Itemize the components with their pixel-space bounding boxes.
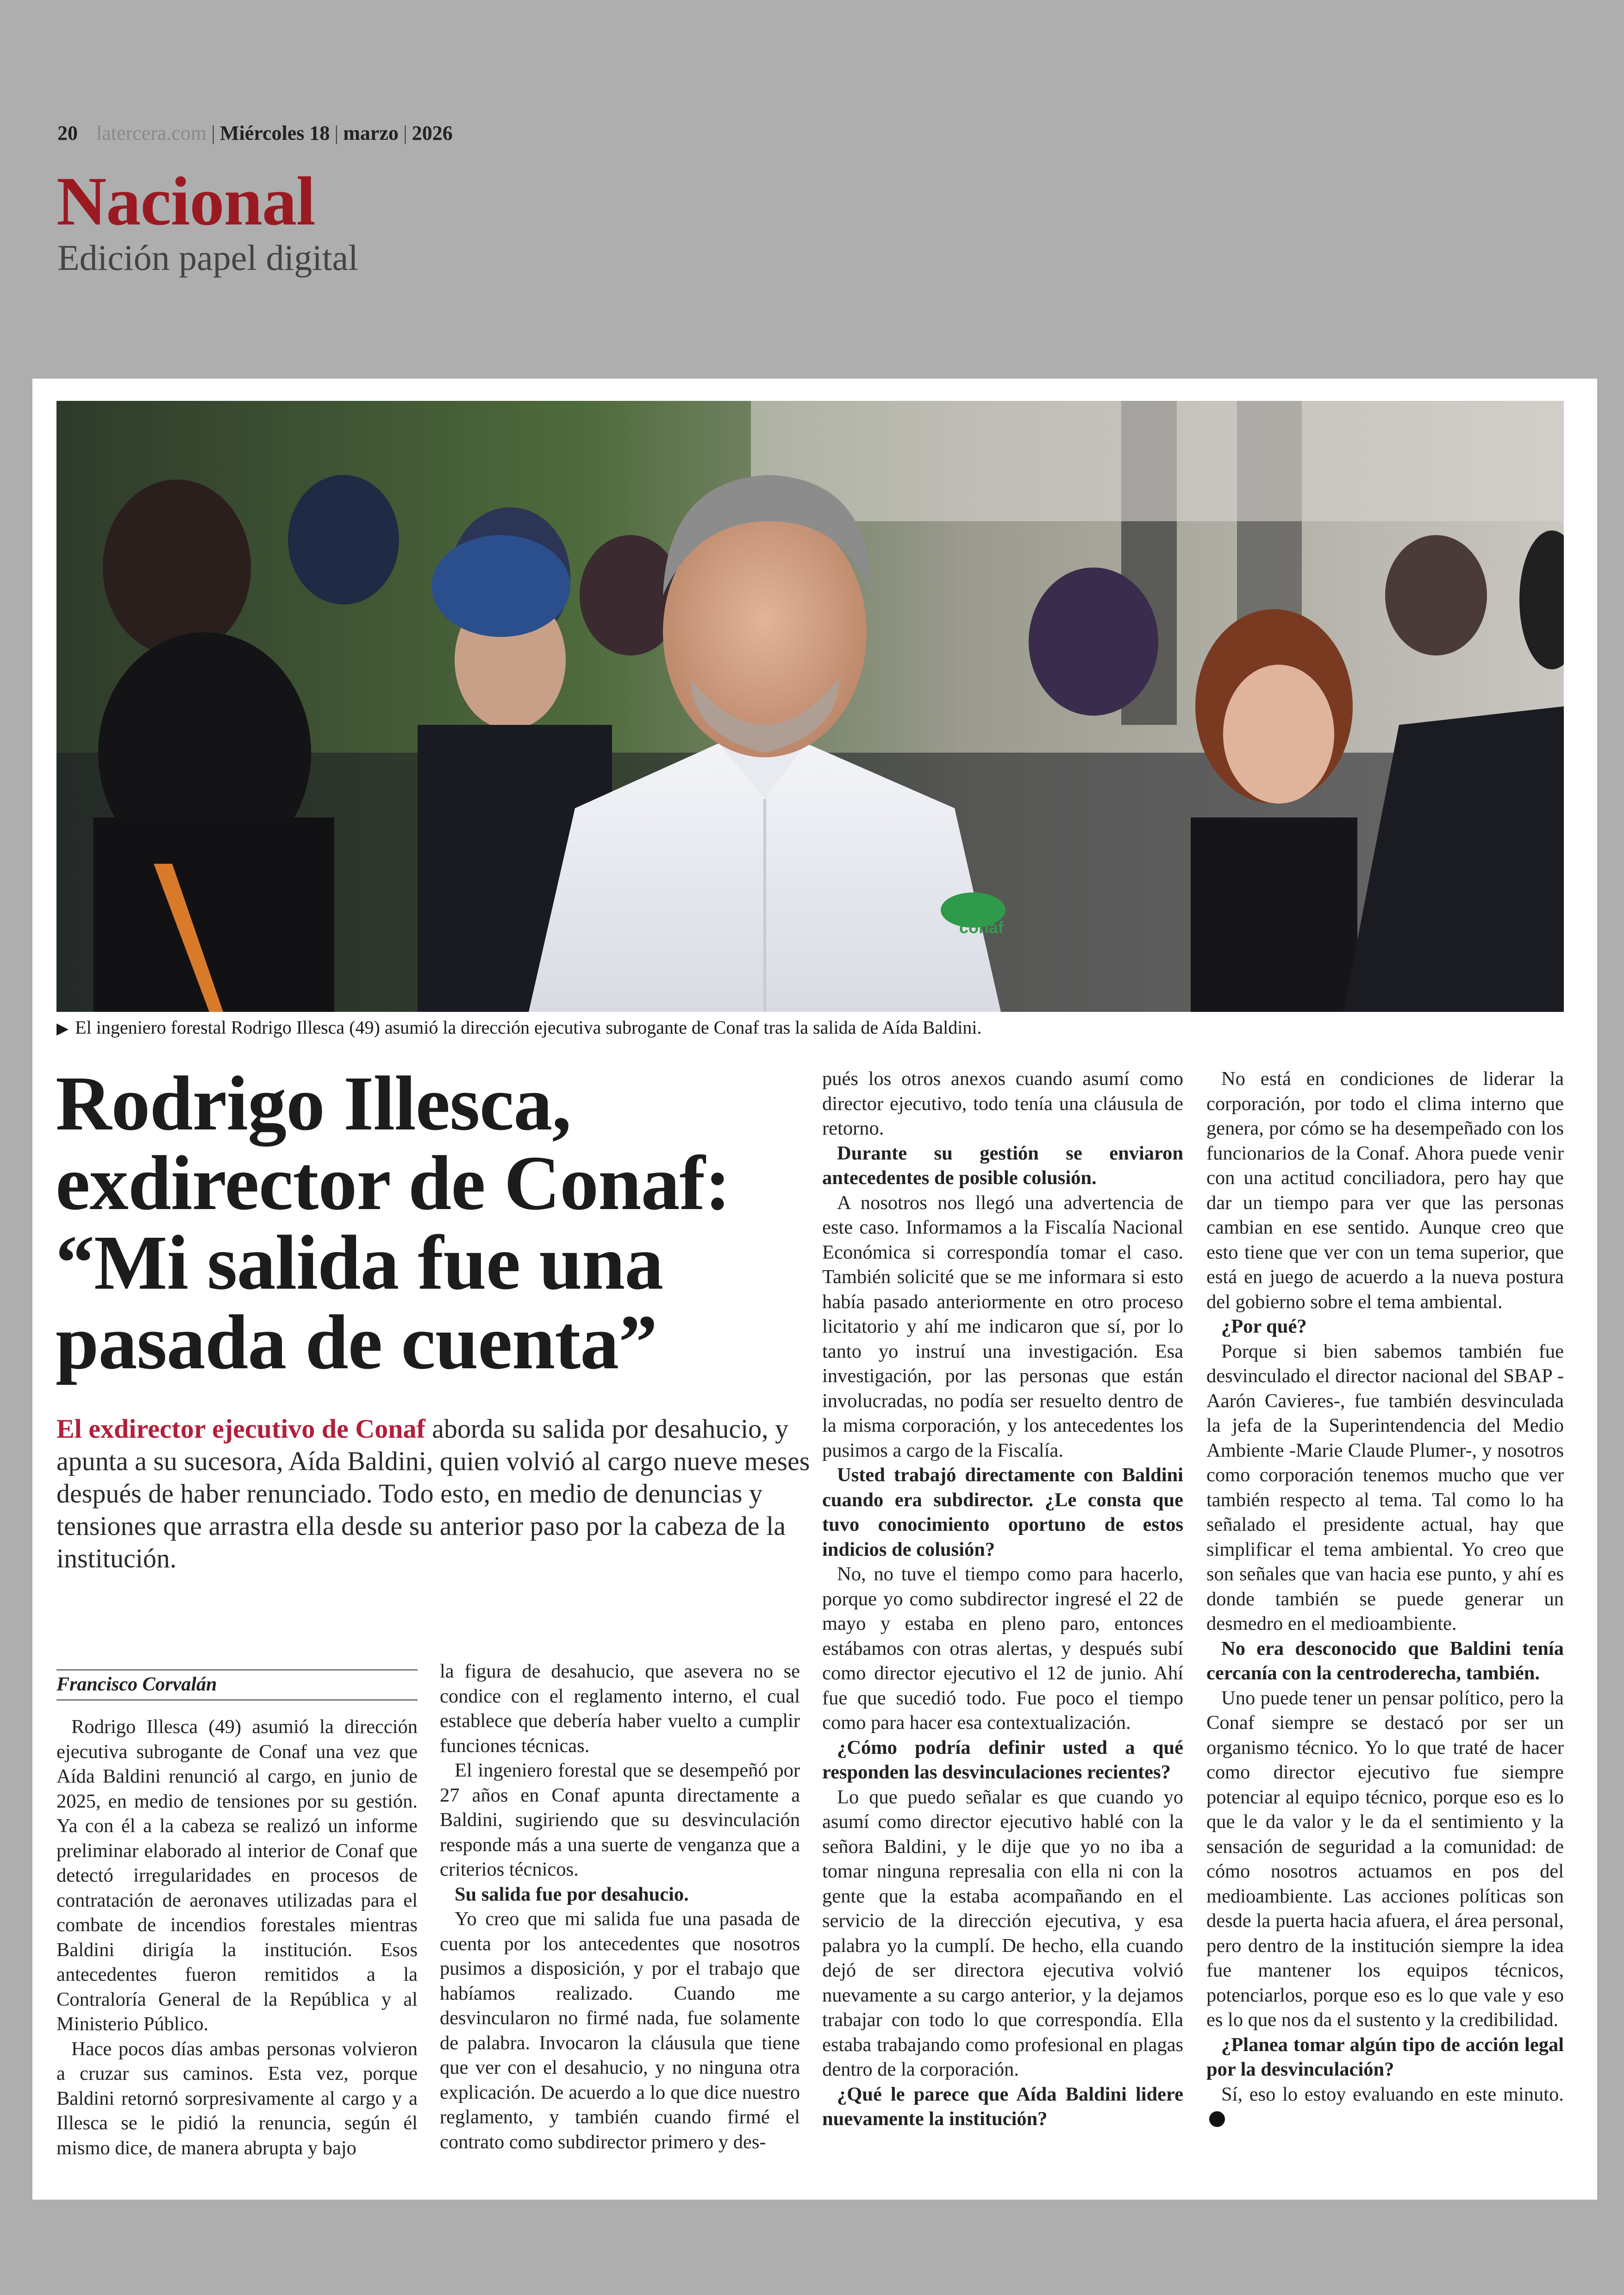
end-of-article-icon xyxy=(1209,2111,1225,2127)
body-column-1 xyxy=(56,1715,418,2160)
photo-caption xyxy=(56,1017,1564,1038)
body-paragraph: Porque si bien sabemos también fue desvinculado el director nacional del SBAP -Aarón Cavieres-, fue también desvinculada la jefa de la Superintendencia del Medio Ambiente -Marie Claude Plumer-, y nosotros como corporación tenemos mucho que ver también respecto al tema. Tal como lo ha señalado el presidente actual, hay que simplificar el tema ambiental. Yo creo que son señales que van hacia ese punto, y ahí es donde también se puede generar un desmedro en el medioambiente. xyxy=(1206,1340,1564,1634)
interview-question: Usted trabajó directamente con Baldini cuando era subdirector. ¿Le consta que tuvo conocimiento oportuno de estos indicios de colusión? xyxy=(822,1464,1183,1560)
date-month: marzo xyxy=(343,122,399,144)
interview-question: No era desconocido que Baldini tenía cercanía con la centroderecha, también. xyxy=(1206,1637,1564,1684)
body-column-3 xyxy=(822,1066,1183,2132)
interview-question: Su salida fue por desahucio. xyxy=(455,1883,689,1905)
body-paragraph: Yo creo que mi salida fue una pasada de cuenta por los antecedentes que nosotros pusimos a disposición, y por el trabajo que habíamos realizado. Cuando me desvincularon no firmé nada, fue solamente de palabra. Invocaron la cláusula que tiene que ver con el desahucio, y no ninguna otra explicación. De acuerdo a lo que dice nuestro reglamento, y también cuando firmé el contrato como subdirector primero y des- xyxy=(440,1908,800,2153)
masthead xyxy=(57,121,453,145)
body-paragraph: A nosotros nos llegó una advertencia de este caso. Informamos a la Fiscalía Nacional Económica si correspondía tomar el caso. También solicité que se me informara si esto había pasado anteriormente en otro proceso licitatorio y ahí me indicaron que sí, por lo tanto yo instruí una investigación. Esa investigación, por las personas que están involucradas, no podía ser resuelto dentro de la misma corporación, y los antecedentes los pusimos a cargo de la Fiscalía. xyxy=(822,1191,1183,1461)
body-paragraph: Uno puede tener un pensar político, pero la Conaf siempre se destacó por ser un organismo técnico. Yo lo que traté de hacer como director ejecutivo fue siempre potenciar al equipo técnico, porque eso es lo que le da valor y le da el sentimiento y la sensación de seguridad a la comunidad: de cómo nosotros actuamos en pos del medioambiente. Las acciones políticas son desde la puerta hacia afuera, el área personal, pero dentro de la institución siempre la idea fue mantener los equipos técnicos, potenciarlos, porque eso es lo que vale y eso es lo que nos da el sustento y la credibilidad. xyxy=(1206,1687,1564,2031)
caption-text: El ingeniero forestal Rodrigo Illesca (49) asumió la dirección ejecutiva subrogante de Conaf tras la salida de Aída Baldini. xyxy=(75,1017,982,1038)
deck-lead: El exdirector ejecutivo de Conaf xyxy=(56,1414,425,1444)
site-name: latercera.com xyxy=(96,122,207,144)
interview-question: ¿Cómo podría definir usted a qué responden las desvinculaciones recientes? xyxy=(822,1736,1183,1783)
body-paragraph: Hace pocos días ambas personas volvieron a cruzar sus caminos. Esta vez, porque Baldini retornó sorpresivamente al cargo y a Illesca se le pidió la renuncia, según él mismo dice, de manera abrupta y bajo xyxy=(56,2038,418,2159)
interview-question: Durante su gestión se enviaron antecedentes de posible colusión. xyxy=(822,1142,1183,1189)
deck-text: aborda su salida por desahucio, y apunta a su sucesora, Aída Baldini, quien volvió al cargo nueve meses después de haber renunciado. Todo esto, en medio de denuncias y tensiones que arrastra ella desde su anterior paso por la cabeza de la institución. xyxy=(56,1414,810,1573)
date-weekday: Miércoles 18 xyxy=(219,122,330,144)
body-paragraph xyxy=(1206,2082,1564,2132)
photo-illustration xyxy=(56,401,1564,1012)
article-headline: Rodrigo Illesca, exdirector de Conaf: “Mi salida fue una pasada de cuenta” xyxy=(56,1060,731,1385)
conaf-logo-text: conaf xyxy=(959,918,1004,937)
caption-triangle-icon: ▶ xyxy=(56,1020,69,1037)
interview-question: ¿Qué le parece que Aída Baldini lidere nuevamente la institución? xyxy=(822,2083,1183,2130)
closing-paragraph: Sí, eso lo estoy evaluando en este minuto. xyxy=(1221,2083,1564,2105)
interview-question: ¿Planea tomar algún tipo de acción legal por la desvinculación? xyxy=(1206,2033,1564,2080)
body-column-4 xyxy=(1206,1066,1564,2132)
byline: Francisco Corvalán xyxy=(56,1669,418,1701)
separator: | xyxy=(403,122,407,144)
edition-label: Edición papel digital xyxy=(57,237,358,278)
interview-question: ¿Por qué? xyxy=(1221,1316,1307,1337)
body-paragraph: No está en condiciones de liderar la corporación, por todo el clima interno que genera, por cómo se ha desempeñado con los funcionarios de la Conaf. Ahora puede venir con una actitud conciliadora, pero hay que dar un tiempo para ver que las personas cambian en ese sentido. Aunque creo que esto tiene que ver con un tema superior, que está en juego de acuerdo a la nueva postura del gobierno sobre el tema ambiental. xyxy=(1206,1068,1564,1313)
body-paragraph: El ingeniero forestal que se desempeñó por 27 años en Conaf apunta directamente a Baldini, sugiriendo que su desvinculación responde más a una suerte de venganza que a criterios técnicos. xyxy=(440,1759,800,1880)
separator: | xyxy=(334,122,339,144)
page-number: 20 xyxy=(57,122,78,144)
body-paragraph: Rodrigo Illesca (49) asumió la dirección ejecutiva subrogante de Conaf una vez que Aída Baldini renunció al cargo, en junio de 2025, en medio de tensiones por su gestión. Ya con él a la cabeza se realizó un informe preliminar elaborado al interior de Conaf que detectó irregularidades en procesos de contratación de aeronaves utilizadas para el combate de incendios forestales mientras Baldini dirigía la institución. Esos antecedentes fueron remitidos a la Contraloría General de la República y al Ministerio Público. xyxy=(56,1716,418,2035)
date-year: 2026 xyxy=(412,122,453,144)
lead-photo xyxy=(56,401,1564,1012)
body-paragraph: No, no tuve el tiempo como para hacerlo, porque yo como subdirector ingresé el 22 de mayo y estaba en pleno paro, entonces estábamos con otras alertas, y después subí como director ejecutivo el 12 de junio. Ahí fue que sucedió todo. Fue poco el tiempo como para hacer esa contextualización. xyxy=(822,1563,1183,1734)
body-paragraph: la figura de desahucio, que asevera no se condice con el reglamento interno, el cual establece que debería haber vuelto a cumplir funciones técnicas. xyxy=(440,1660,800,1757)
article-deck xyxy=(56,1413,816,1575)
body-column-2 xyxy=(440,1659,800,2154)
body-paragraph: pués los otros anexos cuando asumí como director ejecutivo, todo tenía una cláusula de retorno. xyxy=(822,1068,1183,1139)
section-title: Nacional xyxy=(56,163,315,240)
body-paragraph: Lo que puedo señalar es que cuando yo asumí como director ejecutivo hablé con la señora Baldini, y le dije que yo no iba a tomar ninguna represalia con ella ni con la gente que la estaba acompañando en el servicio de la dirección ejecutiva, y esa palabra yo la cumplí. De hecho, ella cuando dejó de ser directora ejecutiva volvió nuevamente a su cargo anterior, y la dejamos trabajar con todo lo que correspondía. Ella estaba trabajando como profesional en plagas dentro de la corporación. xyxy=(822,1786,1183,2080)
article-sheet xyxy=(32,379,1597,2200)
separator: | xyxy=(211,122,215,144)
